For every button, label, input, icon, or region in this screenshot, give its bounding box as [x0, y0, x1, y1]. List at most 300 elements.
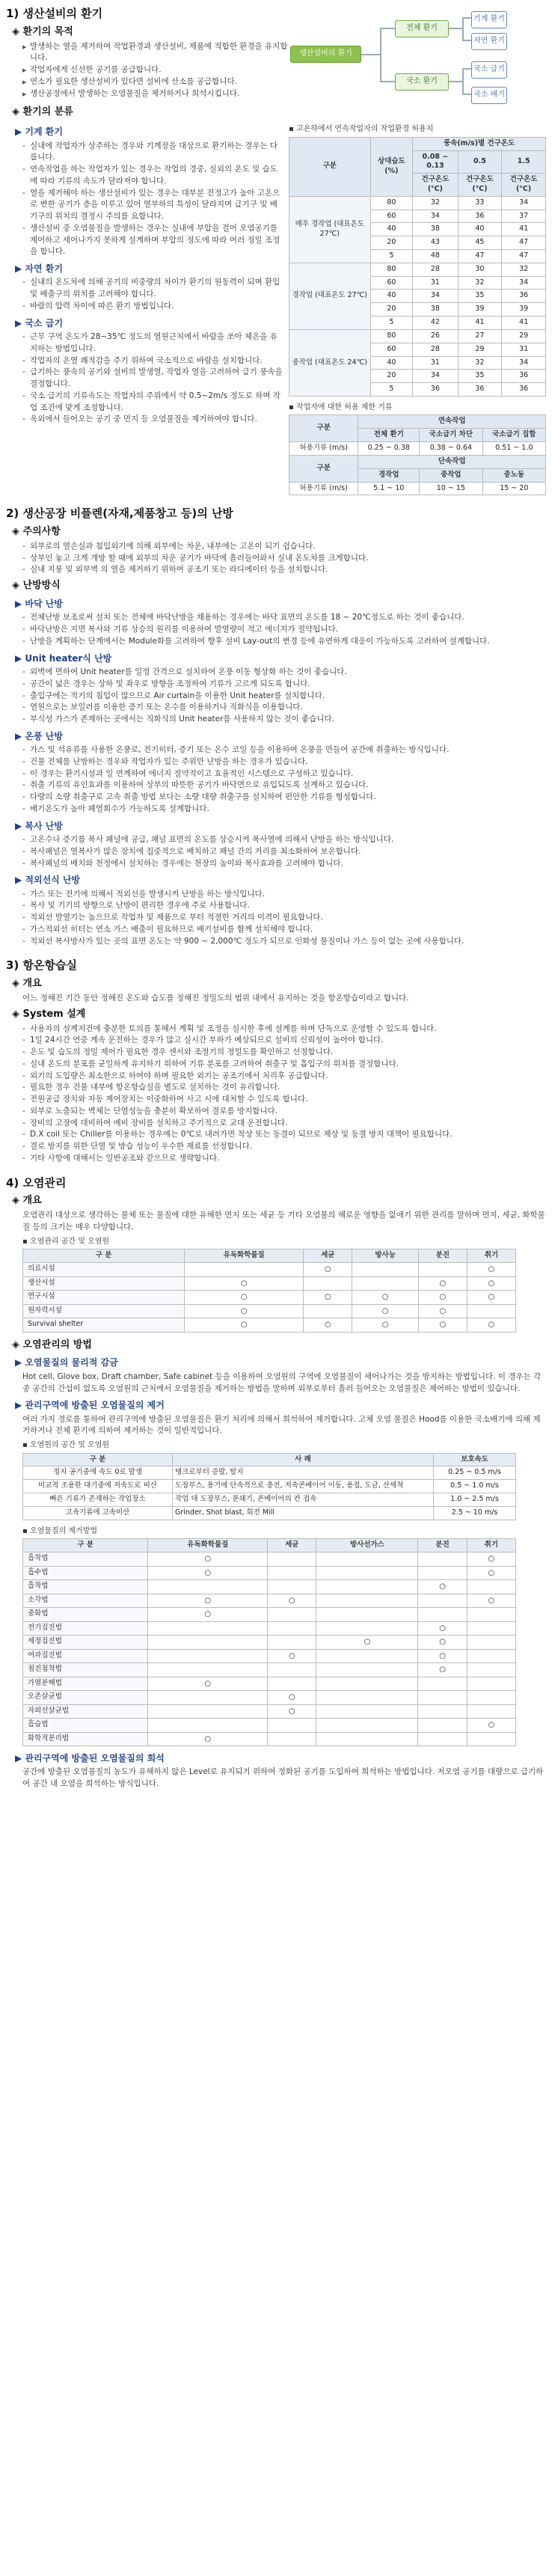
table-cell: 38	[413, 223, 458, 236]
table-cell: 40	[458, 223, 502, 236]
table-cell: 43	[413, 236, 458, 250]
list-item: ▶ 연소가 필요한 생산설비가 있다면 설비에 산소를 공급합니다.	[22, 76, 292, 88]
mark-cell: ○	[418, 1304, 467, 1318]
col-header: 0.5	[458, 150, 502, 174]
list-item: ▶ 생산공정에서 발생하는 오염물질을 제거하거나 희석시킵니다.	[22, 88, 292, 100]
col-header: 건구온도 (℃)	[502, 174, 546, 197]
mark-cell	[316, 1580, 418, 1594]
rtable-caption: ▪ 고온하에서 연속작업자의 작업환경 허용치	[289, 125, 434, 134]
col-header: 취기	[467, 1539, 515, 1552]
mark-cell	[268, 1636, 316, 1650]
col-header: 구 분	[23, 1453, 173, 1466]
list-item: ▶ 발생하는 열을 제거하여 작업환경과 생산설비, 제품에 적합한 환경을 유지합니다.	[22, 41, 292, 65]
table-cell: 45	[458, 236, 502, 250]
mark-cell: ○	[418, 1580, 467, 1594]
s3-overview-title: ◈ 개요	[12, 978, 42, 990]
mark-cell	[185, 1263, 304, 1277]
list-item: - 작업자의 온열 쾌적감을 주기 위하여 국소적으로 바람을 설치합니다.	[22, 355, 283, 367]
col-header: 1.5	[502, 150, 546, 174]
mark-cell: ○	[268, 1691, 316, 1705]
list-item: - 가스적외선 히터는 연소 가스 배출이 필요하므로 배기설비를 함께 설치해야 합니다.	[22, 924, 546, 936]
list-item: - 배기온도가 높아 폐열회수가 가능하도록 설계합니다.	[22, 804, 546, 816]
list-item: - 복사패널의 배치와 천정에서 설치하는 경우에는 천장의 높이와 복사효과를 고려해야 합니다.	[22, 858, 546, 870]
list-item: - 부식성 가스가 존재하는 곳에서는 직화식의 Unit heater를 사용하지 않는 것이 좋습니다.	[22, 714, 546, 726]
mark-cell: ○	[148, 1594, 268, 1608]
table-cell: 2.5 ~ 10 m/s	[434, 1506, 516, 1520]
list-item: - 생산설비 중 오염물질을 발생하는 경우는 실내에 부압을 걸어 오염공기를 제어하고 세어나가지 못하게 설계하며 부압의 정도에 따라 여러 정밀 조정을 합니다.	[22, 223, 283, 258]
row-label: 허용기류 (m/s)	[289, 442, 358, 456]
list-item: - 적외선 복사방사가 있는 곳의 표면 온도는 약 900 ~ 2,000℃ 정도가 되므로 인화성 물질이나 가스 등이 없는 곳에 사용합니다.	[22, 936, 546, 948]
list-item: - 외부로 노출되는 벽체는 단열성능을 충분히 확보하여 결로를 방지합니다.	[22, 1106, 546, 1118]
table-cell: 41	[458, 316, 502, 330]
table-cell: 34	[413, 370, 458, 383]
mark-cell: ○	[185, 1276, 304, 1291]
table-cell: 20	[370, 370, 413, 383]
table-cell: 60	[370, 209, 413, 223]
table-row	[289, 263, 546, 276]
mark-cell: ○	[304, 1318, 352, 1333]
table-cell: 34	[502, 356, 546, 370]
table-cell: 5	[370, 383, 413, 397]
table-row	[23, 1594, 516, 1608]
table-cell: 36	[413, 383, 458, 397]
table-row	[289, 329, 546, 343]
mark-cell	[316, 1608, 418, 1622]
mark-cell	[467, 1621, 515, 1636]
list-item: - 실내의 온도차에 의해 공기의 비중량의 차이가 환기의 원동력이 되며 환입 및 배출구의 위치를 고려해야 합니다.	[22, 277, 283, 301]
mark-cell: ○	[418, 1291, 467, 1305]
mark-cell	[467, 1677, 515, 1691]
mark-cell	[316, 1704, 418, 1719]
list-item: - 외벽에 면하여 Unit heater를 일정 간격으로 설치하여 온풍 이동 형상화 하는 것이 좋습니다.	[22, 667, 546, 679]
mark-cell	[467, 1580, 515, 1594]
t1-caption: ▪ 오염관리 공간 및 오염원	[22, 1237, 110, 1246]
rtable2-caption: ▪ 작업자에 대한 허용 제한 기류	[289, 403, 393, 412]
list-item: - 전체난방 보조로써 설치 또는 전체에 바닥난방을 채용하는 경우에는 바닥 표면의 온도를 18 ~ 20℃정도로 하는 것이 좋습니다.	[22, 612, 546, 624]
list-item: - 사용자의 설계지건에 충분한 토의를 통해서 계획 및 조정을 실시한 후에 설계를 하며 단독으로 운영할 수 있도록 합니다.	[22, 1024, 546, 1035]
table-cell: 0.25 ~ 0.5 m/s	[434, 1466, 516, 1480]
mark-cell	[418, 1704, 467, 1719]
mark-cell	[268, 1663, 316, 1677]
table-row	[23, 1677, 516, 1691]
mark-cell: ○	[148, 1552, 268, 1567]
col-header: 유독화학물질	[185, 1249, 304, 1263]
section-2-title: 2) 생산공장 비플렌(자재,제품창고 등)의 난방	[6, 507, 233, 521]
table-cell: 34	[502, 276, 546, 290]
mark-cell: ○	[467, 1263, 515, 1277]
col-header: 단속작업	[358, 455, 546, 468]
col-header: 중노동	[482, 468, 545, 482]
table-cell: 47	[502, 236, 546, 250]
table-cell: 빠른 기류가 존재하는 작업장소	[23, 1493, 173, 1507]
mark-cell	[148, 1691, 268, 1705]
mark-cell	[352, 1276, 419, 1291]
list-item: - 장비의 고장에 대비하여 예비 장비를 설치하고 주기적으로 교대 운전합니다.	[22, 1118, 546, 1130]
table-cell: 41	[502, 316, 546, 330]
table-cell: 1.0 ~ 2.5 m/s	[434, 1493, 516, 1507]
row-group-label: 중작업 (대표온도 24℃)	[289, 329, 371, 396]
col-header: 국소급기 집합	[482, 429, 545, 442]
mark-cell: ○	[467, 1552, 515, 1567]
mark-cell	[148, 1704, 268, 1719]
mark-cell	[148, 1621, 268, 1636]
table-cell: 0.38 ~ 0.64	[420, 442, 482, 456]
col-header: 사 례	[173, 1453, 434, 1466]
mark-cell: ○	[418, 1621, 467, 1636]
diagram-r4: 국소 배기	[471, 87, 507, 104]
list-item: - 건물 전체를 난방하는 경우와 작업자가 있는 주위만 난방을 하는 경우가 있습니다.	[22, 756, 546, 768]
table-cell: 비교적 조용한 대기중에 저속도로 비산	[23, 1480, 173, 1493]
table-cell: 5.1 ~ 10	[358, 482, 420, 495]
table-cell: 34	[413, 209, 458, 223]
table-row	[23, 1732, 516, 1746]
list-item: - 실내에 작업자가 상주하는 경우와 기계장을 대상으로 환기하는 경우는 다릅니다.	[22, 141, 283, 165]
mark-cell: ○	[467, 1276, 515, 1291]
table-row	[23, 1291, 516, 1305]
table-cell: 80	[370, 196, 413, 209]
list-item: - D.X coil 또는 Chiller를 이용하는 경우에는 0℃로 내려가면 착상 또는 동결이 되므로 제상 및 동결 방지 대책이 필요합니다.	[22, 1129, 546, 1141]
table-cell: 28	[413, 343, 458, 356]
row-label: 점진첨착법	[23, 1663, 148, 1677]
col-header: 0.08 ~ 0.13	[413, 150, 458, 174]
table-cell: 36	[502, 383, 546, 397]
diagram-center: 생산설비의 환기	[290, 46, 361, 63]
list-item: - 옥외에서 들어오는 공기 중 먼지 등 오염물질을 제거하여야 합니다.	[22, 414, 283, 426]
col-header: 분진	[418, 1249, 467, 1263]
mark-cell	[316, 1552, 418, 1567]
table-cell: 31	[413, 356, 458, 370]
list-item: - 난방을 계획하는 단계에서는 Module화를 고려하여 향후 설비 Lay-out의 변경 등에 유연하게 대응이 가능하도록 고려하여 설계합니다.	[22, 636, 546, 648]
row-label: 화학적분리법	[23, 1732, 148, 1746]
list-item: - 이 경우는 환기시설과 일 연계하여 에너지 절약적이고 효율적인 시스템으로 구성하고 있습니다.	[22, 768, 546, 780]
table-cell: 47	[502, 250, 546, 263]
table-cell: 35	[458, 290, 502, 303]
means-p4: 공간에 방출된 오염물질의 농도가 유해하지 않은 Level로 유지되기 위하여 정화된 공기를 도입하여 희석하는 방법입니다. 저오염 공기를 대량으로 급기하여 공간 내 오염을 희석하는 방식입니다.	[22, 1767, 544, 1789]
mark-cell: ○	[304, 1291, 352, 1305]
s3-design-title: ◈ System 설계	[12, 1008, 86, 1020]
table-cell: 42	[413, 316, 458, 330]
col-header: 세균	[268, 1539, 316, 1552]
table-cell: 도장부스, 용기에 단속적으로 충전, 저속콘베이어 이동, 용접, 도금, 산세척	[173, 1480, 434, 1493]
col-header: 풍속(m/s)별 건구온도	[413, 137, 546, 150]
mark-cell	[418, 1566, 467, 1580]
mark-cell	[268, 1719, 316, 1733]
table-cell: 0.51 ~ 1.0	[482, 442, 545, 456]
table-cell: 40	[370, 356, 413, 370]
table-cell: 28	[413, 263, 458, 276]
table-cell: 31	[413, 276, 458, 290]
table-cell: 27	[458, 329, 502, 343]
mark-cell	[316, 1663, 418, 1677]
mark-cell	[316, 1649, 418, 1663]
mark-cell	[467, 1704, 515, 1719]
table-row	[23, 1276, 516, 1291]
table-cell: 정지 공기중에 속도 0로 발생	[23, 1466, 173, 1480]
row-label: 세정집진법	[23, 1636, 148, 1650]
unit-title: ▶ Unit heater식 난방	[15, 652, 112, 664]
list-item: - 실내 지붕 및 외부벽 의 열을 제거하기 위하여 공조기 또는 라디에이터 등을 설치합니다.	[22, 564, 546, 576]
mark-cell	[148, 1636, 268, 1650]
list-item: - 연속작업을 하는 작업자가 있는 경우는 작업의 경중, 실외의 온도 및 습도에 따라 기류의 속도가 달라져야 합니다.	[22, 164, 283, 188]
nat-title: ▶ 자연 환기	[15, 263, 63, 275]
col-header: 세균	[304, 1249, 352, 1263]
table-row	[23, 1263, 516, 1277]
mark-cell	[418, 1719, 467, 1733]
mark-cell: ○	[418, 1276, 467, 1291]
mark-cell: ○	[418, 1663, 467, 1677]
list-item: - 복사패널은 열복사가 많은 장치에 집중적으로 배치하고 패널 간의 거리를 최소화하여 보온합니다.	[22, 846, 546, 858]
mark-cell	[316, 1677, 418, 1691]
row-label: 흡수법	[23, 1566, 148, 1580]
list-item: - 열을 제거해야 하는 생산설비가 있는 경우는 대부분 전정고가 높아 고온으로 변한 공기가 층을 이루고 있어 열부하의 특성이 달라지며 급기구 및 배기구의 위치의 결정시 주의를 요합니다.	[22, 188, 283, 223]
section-1-title: 1) 생산설비의 환기	[6, 7, 103, 20]
table-cell: 0.5 ~ 1.0 m/s	[434, 1480, 516, 1493]
capture-velocity-table	[22, 1453, 516, 1520]
table-cell: 20	[370, 303, 413, 316]
list-item: ▶ 작업자에게 신선한 공기를 공급합니다.	[22, 64, 292, 76]
mark-cell	[304, 1304, 352, 1318]
list-item: - 가스 또는 전기에 의해서 적외선을 발생시켜 난방을 하는 방식입니다.	[22, 889, 546, 901]
table-cell: 34	[413, 290, 458, 303]
mark-cell	[418, 1263, 467, 1277]
mark-cell: ○	[148, 1566, 268, 1580]
section-3-title: 3) 항온항습실	[6, 958, 77, 973]
row-label: 흡습법	[23, 1719, 148, 1733]
mark-cell: ○	[467, 1291, 515, 1305]
mark-cell: ○	[316, 1636, 418, 1650]
mark-cell: ○	[352, 1291, 419, 1305]
mark-cell: ○	[467, 1719, 515, 1733]
table-cell: 20	[370, 236, 413, 250]
table-cell: Grinder, Shot blast, 회전 Mill	[173, 1506, 434, 1520]
table-cell: 0.25 ~ 0.38	[358, 442, 420, 456]
mark-cell: ○	[185, 1318, 304, 1333]
mark-cell	[467, 1304, 515, 1318]
mark-cell: ○	[148, 1608, 268, 1622]
s2-kinds-title: ◈ 난방방식	[12, 580, 61, 592]
mark-cell	[467, 1732, 515, 1746]
mark-cell	[316, 1621, 418, 1636]
warm-title: ▶ 온풍 난방	[15, 730, 63, 741]
table-cell: 36	[502, 290, 546, 303]
mark-cell: ○	[268, 1649, 316, 1663]
mark-cell: ○	[352, 1304, 419, 1318]
table-cell: 80	[370, 263, 413, 276]
col-header: 구 분	[23, 1539, 148, 1552]
col-header: 국소급기 차단	[420, 429, 482, 442]
table-cell: 고속기류에 고속비산	[23, 1506, 173, 1520]
table-cell: 37	[502, 209, 546, 223]
mark-cell: ○	[148, 1677, 268, 1691]
row-label: 전기집진법	[23, 1621, 148, 1636]
kinds-title: ◈ 환기의 분류	[12, 106, 73, 118]
table-cell: 38	[413, 303, 458, 316]
table-row	[23, 1580, 516, 1594]
table-cell: 36	[502, 370, 546, 383]
s3-overview: 어느 정해진 기간 동안 정해진 온도와 습도를 정해진 정밀도의 범위 내에서 유지하는 것을 항온항습이라고 합니다.	[22, 994, 409, 1003]
mark-cell	[148, 1719, 268, 1733]
list-item: - 공간이 넓은 경우는 상하 및 좌우로 방향을 조정하여 기류가 고르게 되도록 합니다.	[22, 679, 546, 691]
list-item: - 가스 및 석유류를 사용한 온풍로, 전기히터, 증기 또는 온수 코일 등을 이용하여 온풍을 만들어 공간에 취출하는 방식입니다.	[22, 744, 546, 756]
mark-cell	[316, 1691, 418, 1705]
mark-cell	[316, 1719, 418, 1733]
table-cell: 32	[413, 196, 458, 209]
table-cell: 39	[458, 303, 502, 316]
mark-cell	[148, 1663, 268, 1677]
table-cell: 29	[458, 343, 502, 356]
row-label: 흡착법	[23, 1552, 148, 1567]
mark-cell	[352, 1263, 419, 1277]
table-row	[23, 1636, 516, 1650]
table-cell: 60	[370, 343, 413, 356]
table-cell: 39	[502, 303, 546, 316]
col-header: 방사선가스	[316, 1539, 418, 1552]
col-header: 유독화학물질	[148, 1539, 268, 1552]
table-cell: 33	[458, 196, 502, 209]
mark-cell	[418, 1608, 467, 1622]
list-item: - 열원으로는 보일러를 이용한 증기 또는 온수를 이용하거나 직화식을 이용합니다.	[22, 702, 546, 714]
mark-cell: ○	[467, 1594, 515, 1608]
table-row	[23, 1480, 516, 1493]
table-cell: 36	[458, 383, 502, 397]
col-header: 보호속도	[434, 1453, 516, 1466]
col-header: 경작업	[358, 468, 420, 482]
need-list	[22, 41, 292, 100]
col-header: 구 분	[23, 1249, 185, 1263]
mark-cell	[316, 1594, 418, 1608]
table-cell: 32	[458, 276, 502, 290]
mark-cell	[268, 1621, 316, 1636]
row-label: 소각법	[23, 1594, 148, 1608]
env-table	[289, 137, 546, 397]
row-label: 흡착법	[23, 1580, 148, 1594]
table-row	[23, 1304, 516, 1318]
col-header: 구분	[289, 137, 371, 196]
list-item: - 바람의 압력 차이에 따른 환기 방법입니다.	[22, 301, 283, 313]
row-label: 연구시설	[23, 1291, 185, 1305]
table-row	[23, 1649, 516, 1663]
local-title: ▶ 국소 급기	[15, 317, 63, 328]
table-row	[23, 1493, 516, 1507]
table-cell: 31	[502, 343, 546, 356]
row-label: 의료시설	[23, 1263, 185, 1277]
table-cell: 32	[458, 356, 502, 370]
row-label: 자외선살균법	[23, 1704, 148, 1719]
list-item: - 상부인 놓고 크게 개방 할 때에 외부의 차운 공기가 바닥에 흘러들어와서 실내 온도차를 크게합니다.	[22, 553, 546, 565]
col-header: 전체 환기	[358, 429, 420, 442]
need-title: ◈ 환기의 목적	[12, 25, 73, 37]
mark-cell	[268, 1608, 316, 1622]
mark-cell: ○	[148, 1732, 268, 1746]
removal-method-table	[22, 1538, 516, 1746]
col-header: 취기	[467, 1249, 515, 1263]
s4-means-title: ◈ 오염관리의 방법	[12, 1339, 92, 1350]
list-item: - 국소 급기의 기류속도는 작업자의 주위에서 약 0.5~2m/s 정도로 하며 작업 조건에 맞게 조정합니다.	[22, 391, 283, 414]
mark-cell: ○	[185, 1291, 304, 1305]
list-item: - 복사 및 기기의 방향으로 난방이 편리한 경우에 주로 사용합니다.	[22, 900, 546, 912]
list-item: - 기타 사항에 대해서는 일반공조와 같으므로 생략합니다.	[22, 1153, 546, 1165]
table-cell: 60	[370, 276, 413, 290]
list-item: - 급기하는 풍속의 공기와 설비의 발생열, 작업자 열을 고려하여 급기 풍속을 결정합니다.	[22, 367, 283, 391]
mark-cell	[268, 1580, 316, 1594]
list-item: - 온도 및 습도의 정밀 제어가 필요한 경우 센서와 조절기의 정밀도를 확인하고 선정합니다.	[22, 1047, 546, 1059]
mark-cell: ○	[352, 1318, 419, 1333]
mark-cell	[418, 1691, 467, 1705]
rad-title: ▶ 복사 난방	[15, 820, 63, 831]
table-cell: 48	[413, 250, 458, 263]
mark-cell	[467, 1691, 515, 1705]
mark-cell: ○	[467, 1566, 515, 1580]
mark-cell	[304, 1276, 352, 1291]
mark-cell	[316, 1566, 418, 1580]
floor-title: ▶ 바닥 난방	[15, 599, 63, 609]
row-label: 허용기류 (m/s)	[289, 482, 358, 495]
mark-cell: ○	[268, 1594, 316, 1608]
table-cell: 10 ~ 15	[420, 482, 482, 495]
list-item: - 1일 24시간 연중 계속 운전하는 경우가 많고 실시간 부하가 예상되므로 설비의 신뢰성이 높아야 합니다.	[22, 1035, 546, 1047]
table-row	[23, 1663, 516, 1677]
table-cell: 탱크로부터 증발, 탈지	[173, 1466, 434, 1480]
mark-cell: ○	[418, 1649, 467, 1663]
mark-cell	[268, 1732, 316, 1746]
table-cell: 15 ~ 20	[482, 482, 545, 495]
means-t4: ▶ 관리구역에 방출된 오염물질의 희석	[15, 1753, 165, 1764]
table-cell: 80	[370, 329, 413, 343]
diagram-bottom: 국소 환기	[395, 73, 449, 91]
means-p1: Hot cell, Glove box, Draft chamber, Safe cabinet 등을 이용하여 오염원의 구역에 오염물질이 새어나가는 것을 방지하는 방법입니다. 이 경우는 각종 공간의 간섭이 없도록 오염원의 근처에서 오염물질을 제거하는 방법을 말하며 외부로부터 흘러 들어오는 오염물질은 제어하는 방법이 있습니다.	[22, 1371, 542, 1393]
mech-title: ▶ 기계 환기	[15, 126, 63, 138]
table-row	[23, 1318, 516, 1333]
mark-cell	[418, 1732, 467, 1746]
list-item: - 전원공급 장치와 자동 제어장치는 이중화하여 사고 시에 대처할 수 있도록 합니다.	[22, 1094, 546, 1106]
row-label: 생산시설	[23, 1276, 185, 1291]
table-row	[23, 1608, 516, 1622]
mark-cell: ○	[185, 1304, 304, 1318]
table-cell: 36	[458, 209, 502, 223]
list-item: - 취출 기류의 유인효과를 이용하여 상부의 따뜻한 공기가 바닥면으로 유입되도록 설계하고 있습니다.	[22, 780, 546, 792]
section-4-title: 4) 오염관리	[6, 1175, 67, 1190]
list-item: - 출입구에는 적기의 침입이 많으므로 Air curtain을 이용한 Unit heater를 설치합니다.	[22, 691, 546, 703]
list-item: - 근무 구역 온도가 28~35℃ 정도의 열원근처에서 바람을 쏘아 체온을 유지하는 방법입니다.	[22, 331, 283, 355]
list-item: - 고온수나 증기를 복사 패널에 공급, 패널 표면의 온도를 상승시켜 복사열에 의해서 난방을 하는 방식입니다.	[22, 834, 546, 846]
col-header: 건구온도 (℃)	[413, 174, 458, 197]
list-item: - 결로 방지를 위한 단열 및 방습 성능이 우수한 재료를 선정합니다.	[22, 1141, 546, 1153]
t2-caption: ▪ 오염원의 공간 및 오염원	[22, 1441, 110, 1450]
contaminant-space-table	[22, 1249, 516, 1332]
means-p2: 여러 가지 경로를 통하여 관리구역에 방출된 오염물질은 환기 처리에 의해서 희석하여 제거합니다. 고체 오염 물질은 Hood를 이용한 국소배기에 의해 제거하거나 전체 환기에 의하여 제거하는 것이 일반적입니다.	[22, 1414, 541, 1436]
row-group-label: 경작업 (대표온도 27℃)	[289, 263, 371, 329]
row-label: Survival shelter	[23, 1318, 185, 1333]
mark-cell	[467, 1649, 515, 1663]
list-item: - 외부로의 열손실과 침입외기에 의해 외부에는 차운, 내부에는 고온이 되기 쉽습니다.	[22, 541, 546, 553]
mark-cell	[148, 1649, 268, 1663]
table-cell: 35	[458, 370, 502, 383]
table-cell: 30	[458, 263, 502, 276]
table-row	[23, 1506, 516, 1520]
table-row	[23, 1719, 516, 1733]
list-item: - 적외선 발열기는 높으므로 작업자 및 제품으로 부터 적절한 거리의 이격이 필요합니다.	[22, 912, 546, 924]
mark-cell: ○	[418, 1636, 467, 1650]
table-cell: 5	[370, 316, 413, 330]
col-header: 중작업	[420, 468, 482, 482]
col-header: 구분	[289, 415, 358, 442]
zone-title: ▶ 적외선식 난방	[15, 875, 81, 886]
table-cell: 5	[370, 250, 413, 263]
col-header: 구분	[289, 455, 358, 482]
row-label: 여과집진법	[23, 1649, 148, 1663]
mark-cell	[418, 1552, 467, 1567]
mark-cell: ○	[467, 1318, 515, 1333]
